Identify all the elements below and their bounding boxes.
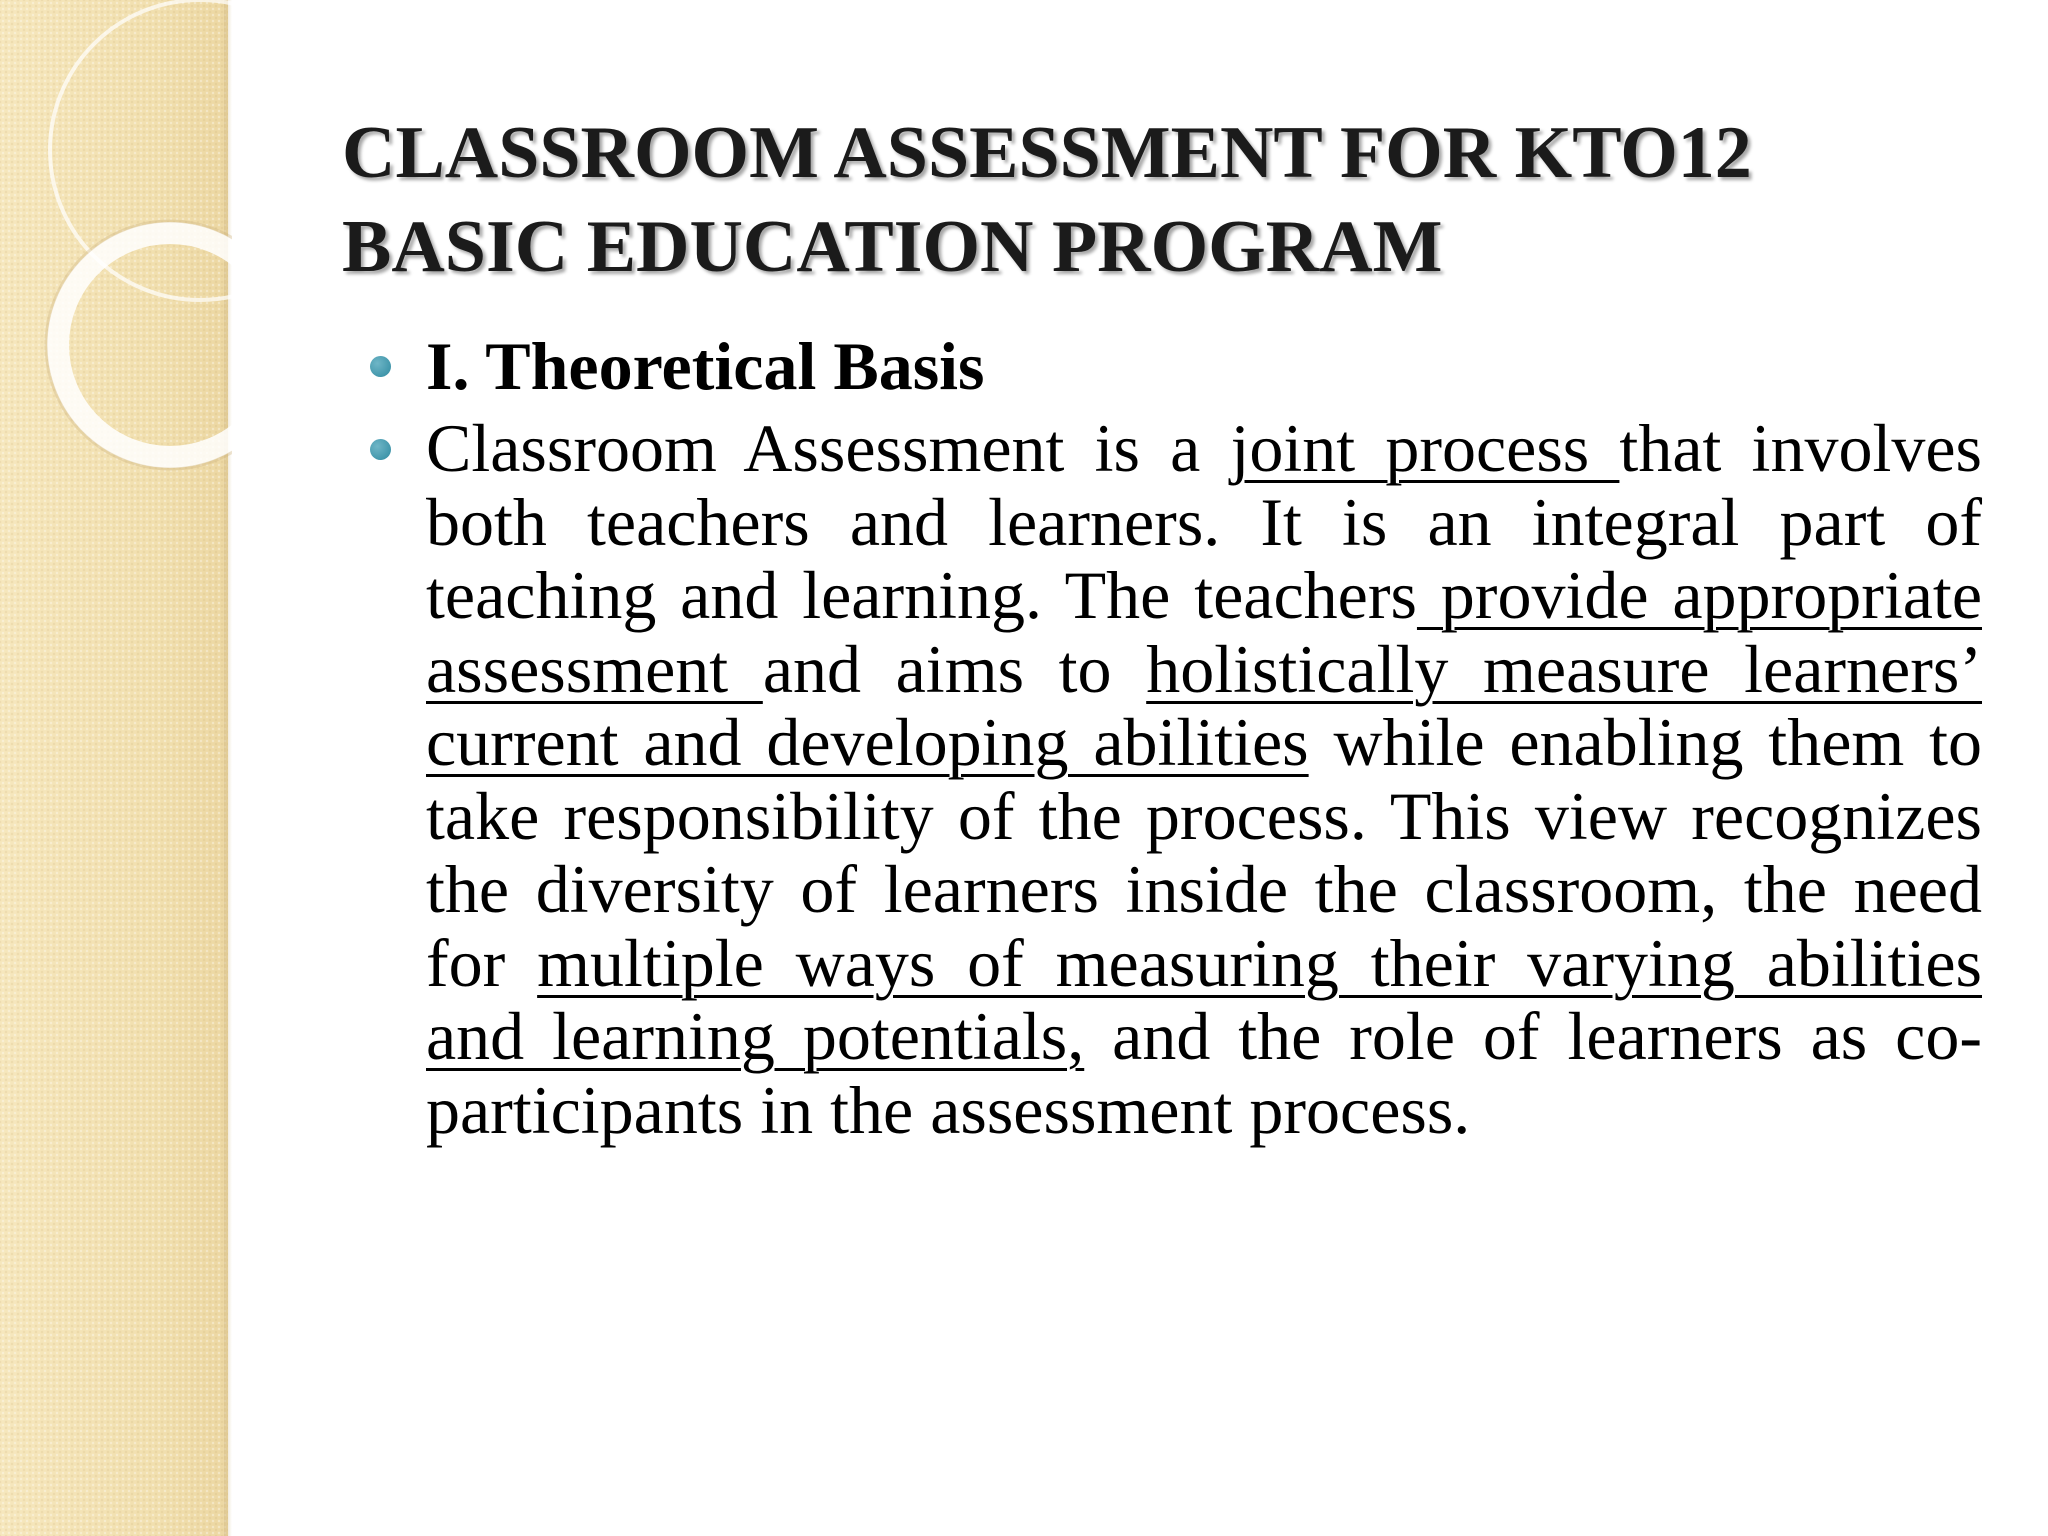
underlined-phrase: multiple ways of measuring their varying abilities and learning potentials, bbox=[426, 924, 1982, 1074]
slide-title: CLASSROOM ASSESSMENT FOR KTO12 BASIC EDUCATION PROGRAM bbox=[342, 112, 1752, 288]
paragraph-text: and the role of learners as co-participants in the assessment process. bbox=[426, 998, 1983, 1148]
bullet-paragraph bbox=[370, 412, 1982, 1147]
bullet-heading bbox=[370, 320, 1982, 412]
underlined-phrase: holistically measure learners’ current and developing abilities bbox=[426, 630, 1982, 780]
bullet-list bbox=[370, 320, 1982, 1147]
paragraph-text: and aims to bbox=[762, 630, 1147, 707]
bullet-icon bbox=[370, 356, 391, 377]
bullet-icon bbox=[370, 439, 391, 460]
underlined-phrase: provide appropriate assessment bbox=[426, 557, 1982, 707]
section-heading: I. Theoretical Basis bbox=[426, 328, 985, 404]
decorative-rings-icon bbox=[0, 0, 232, 520]
paragraph-text: Classroom Assessment is a bbox=[426, 410, 1231, 486]
underlined-phrase: joint process bbox=[1230, 410, 1620, 486]
paragraph-text: while enabling them to take responsibility of the process. This view recognizes the diversity of learners inside the classroom, the need for bbox=[426, 704, 1982, 1001]
paragraph-text: that involves both teachers and learners. It is an integral part of teaching and learning. The teachers bbox=[426, 410, 1982, 633]
